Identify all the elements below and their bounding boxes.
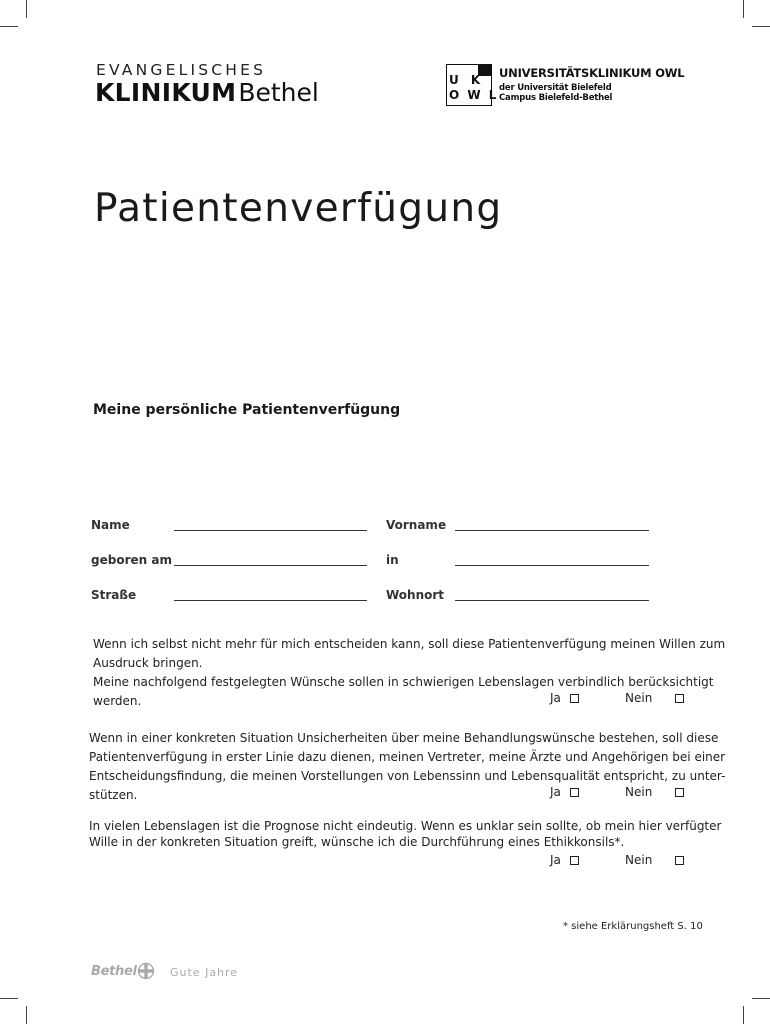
clinic-logo-main	[95, 78, 319, 108]
paragraph-1-line-3: Meine nachfolgend festgelegten Wünsche sollen in schwierigen Lebenslagen verbindlich berücksichtigt	[93, 675, 714, 689]
option-no-label: Nein	[625, 691, 653, 705]
paragraph-2-line-1: Wenn in einer konkreten Situation Unsicherheiten über meine Behandlungswünsche bestehen, soll diese	[89, 731, 719, 745]
option-yes-label: Ja	[550, 785, 561, 799]
option-no-checkbox-3[interactable]	[675, 856, 684, 865]
crop-mark	[26, 0, 27, 18]
strasse-field[interactable]	[174, 600, 367, 601]
option-no-label: Nein	[625, 853, 653, 867]
ukowl-letters-row1: U K	[449, 73, 485, 87]
ukowl-logo-letters	[449, 73, 498, 103]
crop-mark	[743, 0, 744, 18]
paragraph-2-line-2: Patientenverfügung in erster Linie dazu dienen, meinen Vertreter, meine Ärzte und Angehörigen bei einer	[89, 750, 726, 764]
paragraph-1-line-1: Wenn ich selbst nicht mehr für mich entscheiden kann, soll diese Patientenverfügung meinen Willen zum	[93, 637, 726, 651]
paragraph-3	[89, 818, 722, 850]
footer-brand: Bethel	[91, 964, 137, 979]
option-yes-label: Ja	[550, 691, 561, 705]
wohnort-field[interactable]	[455, 600, 649, 601]
paragraph-1-line-4: werden.	[93, 694, 142, 708]
option-yes-checkbox-2[interactable]	[570, 788, 579, 797]
option-no-label: Nein	[625, 785, 653, 799]
in-field[interactable]	[455, 565, 649, 566]
strasse-label: Straße	[91, 588, 137, 602]
footer-tagline: Gute Jahre	[170, 966, 239, 979]
ukowl-letters-row2: O W L	[449, 88, 499, 102]
option-no-checkbox-2[interactable]	[675, 788, 684, 797]
crop-mark	[0, 998, 18, 999]
footnote: * siehe Erklärungsheft S. 10	[563, 921, 703, 932]
paragraph-3-line-2: Wille in der konkreten Situation greift, wünsche ich die Durchführung eines Ethikkonsils*.	[89, 835, 625, 849]
paragraph-3-line-1: In vielen Lebenslagen ist die Prognose nicht eindeutig. Wenn es unklar sein sollte, ob mein hier verfügter	[89, 819, 722, 833]
page-subtitle: Meine persönliche Patientenverfügung	[93, 402, 401, 418]
paragraph-2-line-3: Entscheidungsfindung, die meinen Vorstellungen von Lebenssinn und Lebensqualität entspricht, zu unter-	[89, 769, 726, 783]
crop-mark	[0, 26, 18, 27]
name-field[interactable]	[174, 530, 367, 531]
option-yes-label: Ja	[550, 853, 561, 867]
ukowl-name: UNIVERSITÄTSKLINIKUM OWL	[499, 66, 685, 80]
crop-mark	[752, 998, 770, 999]
bethel-cross-icon	[137, 962, 155, 980]
page-title: Patientenverfügung	[94, 186, 503, 231]
in-label: in	[386, 553, 399, 567]
option-yes-checkbox-3[interactable]	[570, 856, 579, 865]
clinic-logo-light: Bethel	[238, 78, 319, 107]
crop-mark	[743, 1006, 744, 1024]
paragraph-2	[89, 729, 726, 805]
vorname-label: Vorname	[386, 518, 447, 532]
paragraph-1	[93, 635, 726, 711]
clinic-logo-top: EVANGELISCHES	[96, 61, 267, 79]
wohnort-label: Wohnort	[386, 588, 445, 602]
paragraph-2-line-4: stützen.	[89, 788, 138, 802]
crop-mark	[752, 26, 770, 27]
option-no-checkbox-1[interactable]	[675, 694, 684, 703]
geboren-label: geboren am	[91, 553, 172, 567]
paragraph-1-line-2: Ausdruck bringen.	[93, 656, 203, 670]
crop-mark	[26, 1006, 27, 1024]
ukowl-sub1: der Universität Bielefeld	[499, 83, 612, 93]
vorname-field[interactable]	[455, 530, 649, 531]
name-label: Name	[91, 518, 130, 532]
geboren-field[interactable]	[174, 565, 367, 566]
ukowl-sub2: Campus Bielefeld-Bethel	[499, 93, 613, 103]
option-yes-checkbox-1[interactable]	[570, 694, 579, 703]
clinic-logo-bold: KLINIKUM	[95, 78, 237, 107]
